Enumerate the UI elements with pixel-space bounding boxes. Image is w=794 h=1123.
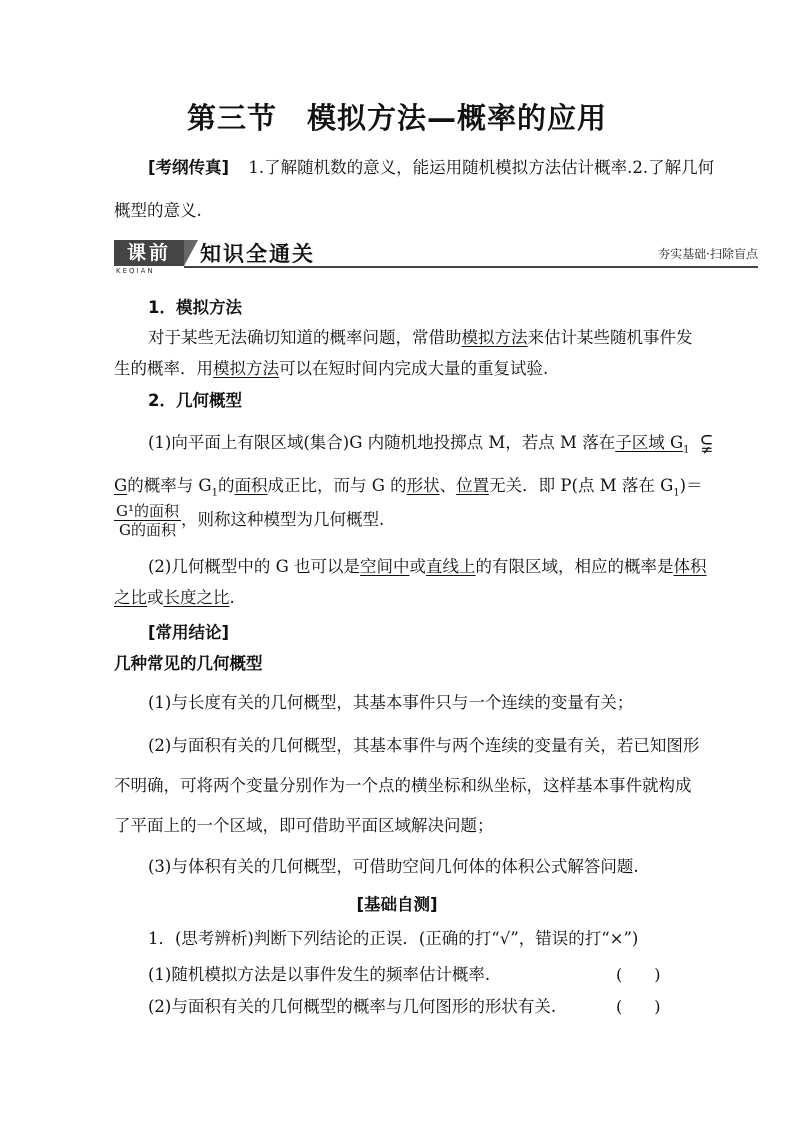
term-simulation-2: 模拟方法 (213, 359, 279, 378)
probability-fraction (114, 502, 181, 539)
fraction-denominator: G的面积 (119, 521, 176, 539)
self-test-item2: (2)与面积有关的几何概型的概率与几何图形的形状有关. (148, 997, 557, 1016)
section2-p2-line2: 之比或长度之比. (114, 588, 235, 607)
section2-p1-line2: G的概率与 $G_1$的面积成正比，而与 G 的形状、位置无关．即 P(点 M 落在 $G_1)=$ (114, 476, 703, 499)
exam-outline-text1: 1.了解随机数的意义，能运用随机模拟方法估计概率.2.了解几何 (248, 158, 715, 177)
section2-p1-line1: (1)向平面上有限区域(集合)G 内随机地投掷点 M，若点 M 落在子区域 $G_1$ ⫋ (148, 428, 713, 459)
section2-p2-line1: (2)几何概型中的 G 也可以是空间中或直线上的有限区域，相应的概率是体积 (148, 557, 707, 576)
exam-outline-line2: 概型的意义. (114, 201, 202, 220)
section2-p1-line3: $\frac{\text{G¹的面积}}{\text{G的面积}}$ ，则称这种模型为几何概型. (116, 502, 385, 539)
banner-divider (184, 266, 758, 268)
fraction-numerator: G¹的面积 (116, 502, 179, 520)
banner-slogan: 夯实基础·扫除盲点 (658, 247, 758, 261)
section-banner (114, 238, 758, 274)
conclusion-item2-line1: (2)与面积有关的几何概型，其基本事件与两个连续的变量有关，若已知图形 (148, 736, 700, 755)
banner-heading: 知识全通关 (200, 242, 315, 266)
banner-badge: 课前 (114, 240, 184, 266)
page-title: 第三节 模拟方法—概率的应用 (186, 101, 607, 135)
conclusion-item2-line2: 不明确，可将两个变量分别作为一个点的横坐标和纵坐标，这样基本事件就构成 (114, 776, 692, 795)
conclusion-item3: (3)与体积有关的几何概型，可借助空间几何体的体积公式解答问题. (148, 857, 639, 876)
proper-subset-symbol: ⫋ (700, 428, 713, 459)
self-test-item1: (1)随机模拟方法是以事件发生的频率估计概率. (148, 965, 491, 984)
exam-outline-line1 (148, 157, 714, 179)
section2-title: 2．几何概型 (148, 391, 242, 410)
answer-blank-2[interactable]: ( ) (616, 997, 661, 1016)
banner-badge-sub: KEQIAN (116, 267, 155, 275)
self-test-q1: 1．(思考辨析)判断下列结论的正误．(正确的打“√”，错误的打“×”) (148, 929, 639, 948)
conclusion-item2-line3: 了平面上的一个区域，即可借助平面区域解决问题； (114, 816, 494, 835)
conclusion-title: 几种常见的几何概型 (114, 654, 263, 673)
term-simulation: 模拟方法 (461, 328, 528, 347)
section1-line2: 生的概率．用模拟方法可以在短时间内完成大量的重复试验. (114, 359, 549, 378)
conclusion-item1: (1)与长度有关的几何概型，其基本事件只与一个连续的变量有关； (148, 693, 634, 712)
self-test-tag: [基础自测] (356, 895, 438, 914)
term-subregion: 子区域 G (615, 433, 684, 452)
conclusion-tag: [常用结论] (148, 623, 230, 642)
exam-outline-tag: [考纲传真] (148, 158, 230, 177)
answer-blank-1[interactable]: ( ) (616, 965, 661, 984)
section1-line1: 对于某些无法确切知道的概率问题，常借助模拟方法来估计某些随机事件发 (148, 328, 693, 347)
section1-title: 1．模拟方法 (148, 298, 242, 317)
banner-decoration (184, 240, 198, 266)
